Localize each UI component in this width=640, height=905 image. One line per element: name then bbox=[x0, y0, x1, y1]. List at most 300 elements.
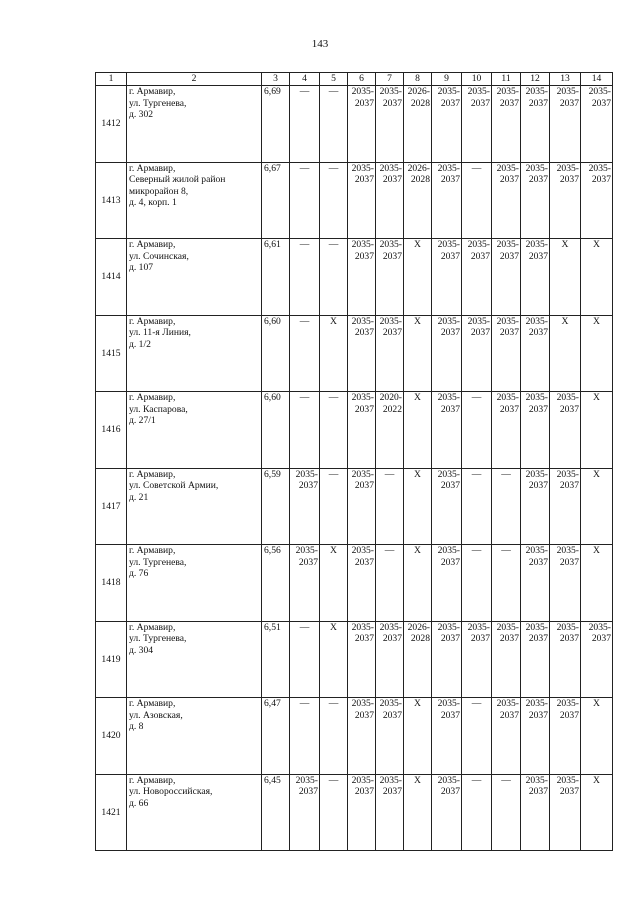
year-text: 2037 bbox=[440, 403, 460, 415]
not-applicable-cell: X bbox=[404, 468, 432, 545]
dash-cell: — bbox=[290, 86, 320, 163]
year-text: 2037 bbox=[499, 97, 519, 109]
row-number: 1421 bbox=[96, 774, 127, 851]
year-text: 2037 bbox=[440, 556, 460, 568]
year-range-cell bbox=[581, 621, 613, 698]
year-text: 2037 bbox=[382, 97, 402, 109]
year-text: 2035- bbox=[496, 392, 519, 403]
year-range-cell bbox=[404, 162, 432, 239]
year-range-cell bbox=[550, 86, 581, 163]
year-text: 2035- bbox=[467, 86, 490, 97]
year-text: 2035- bbox=[467, 621, 490, 633]
year-text: 2035- bbox=[556, 162, 579, 174]
year-text: 2037 bbox=[354, 786, 374, 797]
year-text: 2035- bbox=[437, 86, 460, 97]
address-line: ул. Советской Армии, bbox=[129, 480, 219, 491]
year-text: 2035- bbox=[556, 545, 579, 556]
year-range-cell bbox=[492, 621, 521, 698]
year-text: 2037 bbox=[354, 403, 374, 415]
year-text: 2037 bbox=[354, 327, 374, 338]
value-cell: 6,51 bbox=[262, 621, 290, 698]
not-applicable-cell: X bbox=[404, 774, 432, 851]
column-header: 7 bbox=[376, 73, 404, 86]
column-header: 12 bbox=[521, 73, 550, 86]
not-applicable-cell: X bbox=[581, 392, 613, 469]
year-text: 2035- bbox=[467, 239, 490, 250]
year-text: 2037 bbox=[499, 709, 519, 721]
year-text: 2037 bbox=[559, 633, 579, 644]
year-text: 2035- bbox=[525, 545, 548, 556]
year-text: 2035- bbox=[379, 162, 402, 174]
year-text: 2037 bbox=[499, 174, 519, 185]
address-line: г. Армавир, bbox=[129, 162, 176, 174]
year-range-cell bbox=[348, 545, 376, 622]
year-range-cell bbox=[348, 162, 376, 239]
year-text: 2035- bbox=[379, 315, 402, 327]
year-text: 2037 bbox=[354, 97, 374, 109]
year-range-cell bbox=[404, 621, 432, 698]
year-text: 2037 bbox=[499, 403, 519, 415]
address-cell bbox=[127, 468, 262, 545]
year-text: 2037 bbox=[354, 250, 374, 262]
dash-cell: — bbox=[290, 621, 320, 698]
address-line: ул. Новороссийская, bbox=[129, 786, 213, 797]
year-text: 2026- bbox=[407, 162, 430, 174]
year-range-cell bbox=[432, 698, 462, 775]
year-text: 2037 bbox=[559, 97, 579, 109]
year-text: 2035- bbox=[351, 468, 374, 480]
column-header: 5 bbox=[320, 73, 348, 86]
table-body bbox=[96, 86, 613, 851]
dash-cell: — bbox=[320, 392, 348, 469]
year-range-cell bbox=[550, 545, 581, 622]
year-text: 2035- bbox=[437, 162, 460, 174]
year-text: 2037 bbox=[528, 327, 548, 338]
year-text: 2035- bbox=[351, 698, 374, 709]
year-range-cell bbox=[348, 621, 376, 698]
year-range-cell bbox=[404, 86, 432, 163]
column-header: 3 bbox=[262, 73, 290, 86]
value-cell: 6,56 bbox=[262, 545, 290, 622]
year-text: 2028 bbox=[410, 633, 430, 644]
dash-cell: — bbox=[462, 774, 492, 851]
not-applicable-cell: X bbox=[320, 621, 348, 698]
year-text: 2037 bbox=[528, 556, 548, 568]
not-applicable-cell: X bbox=[320, 315, 348, 392]
year-range-cell bbox=[432, 468, 462, 545]
year-text: 2035- bbox=[295, 774, 318, 786]
year-text: 2035- bbox=[437, 392, 460, 403]
dash-cell: — bbox=[290, 392, 320, 469]
address-line: ул. Азовская, bbox=[129, 709, 183, 721]
year-range-cell bbox=[521, 86, 550, 163]
year-range-cell bbox=[432, 239, 462, 316]
year-range-cell bbox=[348, 468, 376, 545]
value-cell: 6,60 bbox=[262, 315, 290, 392]
year-text: 2037 bbox=[528, 709, 548, 721]
year-text: 2037 bbox=[440, 97, 460, 109]
year-text: 2035- bbox=[351, 774, 374, 786]
year-text: 2035- bbox=[496, 621, 519, 633]
year-range-cell bbox=[492, 392, 521, 469]
year-range-cell bbox=[492, 86, 521, 163]
year-text: 2037 bbox=[440, 327, 460, 338]
year-text: 2037 bbox=[354, 556, 374, 568]
year-text: 2037 bbox=[591, 97, 611, 109]
dash-cell: — bbox=[492, 468, 521, 545]
year-text: 2035- bbox=[588, 621, 611, 633]
address-line: г. Армавир, bbox=[129, 239, 176, 250]
year-text: 2037 bbox=[382, 709, 402, 721]
year-text: 2035- bbox=[379, 774, 402, 786]
not-applicable-cell: X bbox=[581, 698, 613, 775]
address-line: г. Армавир, bbox=[129, 392, 176, 403]
year-text: 2035- bbox=[437, 468, 460, 480]
year-text: 2037 bbox=[591, 633, 611, 644]
dash-cell: — bbox=[462, 162, 492, 239]
value-cell: 6,61 bbox=[262, 239, 290, 316]
year-range-cell bbox=[492, 315, 521, 392]
row-number: 1413 bbox=[96, 162, 127, 239]
year-range-cell bbox=[348, 315, 376, 392]
year-range-cell bbox=[432, 392, 462, 469]
column-header: 9 bbox=[432, 73, 462, 86]
year-text: 2037 bbox=[298, 786, 318, 797]
page-number: 143 bbox=[311, 38, 329, 50]
row-number: 1415 bbox=[96, 315, 127, 392]
address-line: ул. Сочинская, bbox=[129, 250, 189, 262]
year-text: 2035- bbox=[556, 468, 579, 480]
year-range-cell bbox=[581, 86, 613, 163]
year-range-cell bbox=[348, 392, 376, 469]
address-line: г. Армавир, bbox=[129, 545, 176, 556]
row-number: 1412 bbox=[96, 86, 127, 163]
address-line: г. Армавир, bbox=[129, 698, 176, 709]
row-number: 1420 bbox=[96, 698, 127, 775]
year-text: 2037 bbox=[382, 633, 402, 644]
value-cell: 6,69 bbox=[262, 86, 290, 163]
row-number: 1414 bbox=[96, 239, 127, 316]
year-text: 2020- bbox=[379, 392, 402, 403]
year-text: 2037 bbox=[382, 250, 402, 262]
address-line: д. 302 bbox=[129, 109, 154, 120]
year-text: 2037 bbox=[528, 174, 548, 185]
year-text: 2035- bbox=[496, 239, 519, 250]
year-range-cell bbox=[348, 774, 376, 851]
year-text: 2035- bbox=[496, 162, 519, 174]
year-range-cell bbox=[581, 162, 613, 239]
year-text: 2037 bbox=[298, 480, 318, 491]
address-line: ул. Каспарова, bbox=[129, 403, 188, 415]
row-number: 1416 bbox=[96, 392, 127, 469]
registry-table bbox=[95, 72, 613, 851]
year-text: 2037 bbox=[559, 403, 579, 415]
year-range-cell bbox=[376, 392, 404, 469]
year-range-cell bbox=[432, 162, 462, 239]
address-cell bbox=[127, 239, 262, 316]
year-text: 2037 bbox=[528, 480, 548, 491]
year-text: 2035- bbox=[525, 621, 548, 633]
year-text: 2037 bbox=[499, 327, 519, 338]
table-row bbox=[96, 468, 613, 545]
year-range-cell bbox=[376, 698, 404, 775]
year-range-cell bbox=[376, 774, 404, 851]
year-range-cell bbox=[432, 86, 462, 163]
year-text: 2037 bbox=[298, 556, 318, 568]
not-applicable-cell: X bbox=[581, 774, 613, 851]
year-range-cell bbox=[290, 468, 320, 545]
dash-cell: — bbox=[290, 315, 320, 392]
table-row bbox=[96, 621, 613, 698]
dash-cell: — bbox=[320, 774, 348, 851]
year-text: 2037 bbox=[528, 97, 548, 109]
address-cell bbox=[127, 774, 262, 851]
year-range-cell bbox=[550, 468, 581, 545]
year-range-cell bbox=[376, 315, 404, 392]
address-cell bbox=[127, 315, 262, 392]
dash-cell: — bbox=[462, 545, 492, 622]
year-text: 2028 bbox=[410, 174, 430, 185]
year-text: 2035- bbox=[588, 86, 611, 97]
year-text: 2035- bbox=[379, 239, 402, 250]
year-text: 2035- bbox=[556, 392, 579, 403]
not-applicable-cell: X bbox=[581, 239, 613, 316]
dash-cell: — bbox=[492, 545, 521, 622]
address-line: ул. Тургенева, bbox=[129, 633, 187, 644]
year-text: 2035- bbox=[496, 86, 519, 97]
year-text: 2035- bbox=[525, 315, 548, 327]
year-text: 2035- bbox=[588, 162, 611, 174]
year-range-cell bbox=[521, 545, 550, 622]
address-line: ул. Тургенева, bbox=[129, 97, 187, 109]
not-applicable-cell: X bbox=[404, 392, 432, 469]
not-applicable-cell: X bbox=[404, 315, 432, 392]
year-range-cell bbox=[376, 621, 404, 698]
year-range-cell bbox=[376, 239, 404, 316]
address-line: г. Армавир, bbox=[129, 468, 176, 480]
year-text: 2028 bbox=[410, 97, 430, 109]
row-number: 1417 bbox=[96, 468, 127, 545]
address-line: г. Армавир, bbox=[129, 774, 176, 786]
dash-cell: — bbox=[462, 698, 492, 775]
year-text: 2035- bbox=[467, 315, 490, 327]
address-line: д. 8 bbox=[129, 721, 144, 732]
year-text: 2037 bbox=[591, 174, 611, 185]
not-applicable-cell: X bbox=[404, 698, 432, 775]
year-range-cell bbox=[432, 621, 462, 698]
address-line: ул. Тургенева, bbox=[129, 556, 187, 568]
address-line: д. 107 bbox=[129, 262, 154, 273]
year-text: 2035- bbox=[351, 162, 374, 174]
year-text: 2037 bbox=[440, 709, 460, 721]
year-range-cell bbox=[550, 621, 581, 698]
year-text: 2035- bbox=[525, 162, 548, 174]
year-range-cell bbox=[348, 698, 376, 775]
year-text: 2037 bbox=[382, 174, 402, 185]
value-cell: 6,45 bbox=[262, 774, 290, 851]
year-text: 2037 bbox=[470, 97, 490, 109]
column-header: 8 bbox=[404, 73, 432, 86]
year-text: 2037 bbox=[354, 633, 374, 644]
year-text: 2035- bbox=[351, 545, 374, 556]
year-text: 2037 bbox=[559, 480, 579, 491]
year-text: 2037 bbox=[440, 786, 460, 797]
year-text: 2037 bbox=[559, 556, 579, 568]
year-text: 2035- bbox=[525, 468, 548, 480]
year-range-cell bbox=[521, 621, 550, 698]
year-text: 2035- bbox=[556, 698, 579, 709]
address-line: д. 304 bbox=[129, 644, 154, 656]
year-range-cell bbox=[348, 239, 376, 316]
column-header: 6 bbox=[348, 73, 376, 86]
column-header: 1 bbox=[96, 73, 127, 86]
year-text: 2026- bbox=[407, 621, 430, 633]
year-range-cell bbox=[376, 86, 404, 163]
table-row bbox=[96, 86, 613, 163]
column-header: 4 bbox=[290, 73, 320, 86]
address-line: д. 27/1 bbox=[129, 415, 156, 426]
year-text: 2035- bbox=[295, 545, 318, 556]
address-line: г. Армавир, bbox=[129, 621, 176, 633]
year-text: 2037 bbox=[440, 480, 460, 491]
year-text: 2037 bbox=[528, 403, 548, 415]
address-line: г. Армавир, bbox=[129, 315, 176, 327]
table-row bbox=[96, 162, 613, 239]
table-row bbox=[96, 698, 613, 775]
column-header: 2 bbox=[127, 73, 262, 86]
value-cell: 6,60 bbox=[262, 392, 290, 469]
address-line: д. 76 bbox=[129, 568, 149, 579]
year-text: 2037 bbox=[440, 250, 460, 262]
address-line: микрорайон 8, bbox=[129, 185, 189, 197]
value-cell: 6,47 bbox=[262, 698, 290, 775]
year-range-cell bbox=[290, 545, 320, 622]
year-text: 2037 bbox=[499, 250, 519, 262]
dash-cell: — bbox=[492, 774, 521, 851]
address-cell bbox=[127, 545, 262, 622]
dash-cell: — bbox=[290, 162, 320, 239]
year-text: 2037 bbox=[354, 709, 374, 721]
row-number: 1418 bbox=[96, 545, 127, 622]
address-cell bbox=[127, 698, 262, 775]
column-header: 14 bbox=[581, 73, 613, 86]
not-applicable-cell: X bbox=[320, 545, 348, 622]
table-row bbox=[96, 774, 613, 851]
year-range-cell bbox=[521, 698, 550, 775]
dash-cell: — bbox=[290, 698, 320, 775]
dash-cell: — bbox=[320, 86, 348, 163]
year-text: 2035- bbox=[525, 86, 548, 97]
year-text: 2035- bbox=[351, 392, 374, 403]
address-cell bbox=[127, 392, 262, 469]
year-range-cell bbox=[492, 698, 521, 775]
value-cell: 6,59 bbox=[262, 468, 290, 545]
dash-cell: — bbox=[376, 468, 404, 545]
year-text: 2037 bbox=[528, 786, 548, 797]
address-line: Северный жилой район bbox=[129, 174, 226, 185]
address-cell bbox=[127, 86, 262, 163]
year-range-cell bbox=[290, 774, 320, 851]
year-range-cell bbox=[376, 162, 404, 239]
dash-cell: — bbox=[290, 239, 320, 316]
year-text: 2035- bbox=[496, 315, 519, 327]
year-range-cell bbox=[521, 392, 550, 469]
year-text: 2037 bbox=[440, 633, 460, 644]
year-text: 2035- bbox=[437, 774, 460, 786]
year-text: 2037 bbox=[440, 174, 460, 185]
year-range-cell bbox=[462, 239, 492, 316]
year-text: 2037 bbox=[470, 250, 490, 262]
year-text: 2035- bbox=[437, 698, 460, 709]
year-range-cell bbox=[521, 162, 550, 239]
not-applicable-cell: X bbox=[404, 239, 432, 316]
year-text: 2035- bbox=[351, 315, 374, 327]
year-text: 2035- bbox=[437, 545, 460, 556]
year-text: 2035- bbox=[437, 239, 460, 250]
address-line: г. Армавир, bbox=[129, 86, 176, 97]
dash-cell: — bbox=[320, 239, 348, 316]
year-text: 2035- bbox=[437, 621, 460, 633]
year-text: 2035- bbox=[379, 621, 402, 633]
year-text: 2037 bbox=[382, 786, 402, 797]
year-text: 2037 bbox=[559, 786, 579, 797]
year-range-cell bbox=[550, 698, 581, 775]
table-row bbox=[96, 392, 613, 469]
year-text: 2037 bbox=[470, 633, 490, 644]
year-text: 2022 bbox=[382, 403, 402, 415]
year-range-cell bbox=[492, 162, 521, 239]
dash-cell: — bbox=[376, 545, 404, 622]
year-range-cell bbox=[432, 545, 462, 622]
year-text: 2037 bbox=[354, 174, 374, 185]
year-range-cell bbox=[348, 86, 376, 163]
row-number: 1419 bbox=[96, 621, 127, 698]
address-line: д. 4, корп. 1 bbox=[129, 197, 177, 208]
year-text: 2035- bbox=[351, 239, 374, 250]
year-text: 2035- bbox=[556, 621, 579, 633]
year-range-cell bbox=[492, 239, 521, 316]
dash-cell: — bbox=[462, 468, 492, 545]
year-text: 2037 bbox=[354, 480, 374, 491]
year-range-cell bbox=[521, 468, 550, 545]
year-text: 2037 bbox=[528, 250, 548, 262]
address-line: д. 1/2 bbox=[129, 338, 151, 350]
not-applicable-cell: X bbox=[550, 315, 581, 392]
table-row bbox=[96, 239, 613, 316]
year-range-cell bbox=[550, 774, 581, 851]
year-range-cell bbox=[521, 239, 550, 316]
year-text: 2037 bbox=[382, 327, 402, 338]
address-line: д. 21 bbox=[129, 491, 149, 503]
address-cell bbox=[127, 621, 262, 698]
year-range-cell bbox=[521, 774, 550, 851]
year-range-cell bbox=[550, 392, 581, 469]
dash-cell: — bbox=[320, 698, 348, 775]
dash-cell: — bbox=[320, 468, 348, 545]
not-applicable-cell: X bbox=[404, 545, 432, 622]
year-text: 2035- bbox=[525, 774, 548, 786]
year-text: 2037 bbox=[559, 709, 579, 721]
not-applicable-cell: X bbox=[581, 468, 613, 545]
address-line: д. 66 bbox=[129, 797, 149, 809]
year-text: 2035- bbox=[556, 774, 579, 786]
year-text: 2026- bbox=[407, 86, 430, 97]
year-text: 2037 bbox=[470, 327, 490, 338]
dash-cell: — bbox=[320, 162, 348, 239]
not-applicable-cell: X bbox=[581, 545, 613, 622]
table-row bbox=[96, 545, 613, 622]
not-applicable-cell: X bbox=[581, 315, 613, 392]
